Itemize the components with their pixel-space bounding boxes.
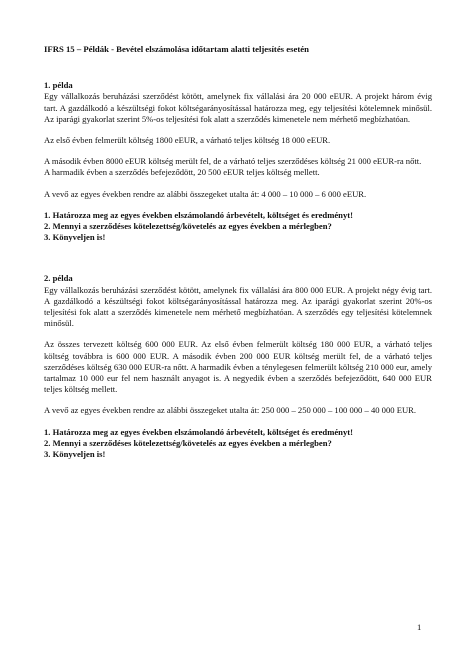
example1-question-2: 2. Mennyi a szerződéses kötelezettség/követelés az egyes években a mérlegben? <box>44 221 332 232</box>
example2-paragraph-3: A vevő az egyes években rendre az alábbi összegeket utalta át: 250 000 – 250 000 – 100 000 – 40 000 EUR. <box>44 405 417 416</box>
example1-question-3: 3. Könyveljen is! <box>44 232 106 243</box>
example2-paragraph-1: Egy vállalkozás beruházási szerződést kötött, amelynek fix vállalási ára 800 000 EUR. A projekt négy évig tart. A gazdálkodó a készültségi fokot költségarányosítással határozza meg. Az iparági gyakorlat szerint 20%-os teljesítési fok alatt a szerződés kimenetele nem mérhető megbízhatóan. A szerződés egy teljesítési kötelemnek minősül. <box>44 284 432 329</box>
example1-paragraph-3a: A második évben 8000 eEUR költség merült fel, de a várható teljes szerződéses költség 21 000 eEUR-ra nőtt. <box>44 156 422 167</box>
example1-paragraph-1: Egy vállalkozás beruházási szerződést kötött, amelynek fix vállalási ára 20 000 eEUR. A projekt három évig tart. A gazdálkodó a készültségi fokot költségarányosítással határozza meg, egy teljesítési kötelemnek minősül. Az iparági gyakorlat szerint 5%-os teljesítési fok alatt a szerződés kimenetele nem mérhető megbízhatóan. <box>44 91 432 124</box>
example1-heading: 1. példa <box>44 80 73 91</box>
example2-question-1: 1. Határozza meg az egyes években elszámolandó árbevételt, költséget és eredményt! <box>44 426 353 437</box>
example1-paragraph-2: Az első évben felmerült költség 1800 eEUR, a várható teljes költség 18 000 eEUR. <box>44 135 331 146</box>
example1-paragraph-3b: A harmadik évben a szerződés befejeződött, 20 500 eEUR teljes költség mellett. <box>44 167 320 178</box>
document-page <box>44 44 432 460</box>
example1-paragraph-4: A vevő az egyes években rendre az alábbi összegeket utalta át: 4 000 – 10 000 – 6 000 eEUR. <box>44 188 367 199</box>
example1-question-1: 1. Határozza meg az egyes években elszámolandó árbevételt, költséget és eredményt! <box>44 209 353 220</box>
example2-paragraph-2: Az összes tervezett költség 600 000 EUR. Az első évben felmerült költség 180 000 EUR, a várható teljes költség továbbra is 600 000 EUR. A második évben 200 000 EUR költség merült fel, de a várható teljes szerződéses költség 630 000 EUR-ra nőtt. A harmadik évben a ténylegesen felmerült költség 210 000 eur, amely tartalmaz 10 000 eur fel nem használt anyagot is. A negyedik évben a szerződés befejeződött, 640 000 EUR teljes költség mellett. <box>44 339 432 395</box>
example2-heading: 2. példa <box>44 273 73 284</box>
document-title: IFRS 15 – Példák - Bevétel elszámolása időtartam alatti teljesítés esetén <box>44 44 309 54</box>
page-number: 1 <box>417 622 422 632</box>
example2-question-2: 2. Mennyi a szerződéses kötelezettség/követelés az egyes években a mérlegben? <box>44 437 332 448</box>
example2-question-3: 3. Könyveljen is! <box>44 449 106 460</box>
